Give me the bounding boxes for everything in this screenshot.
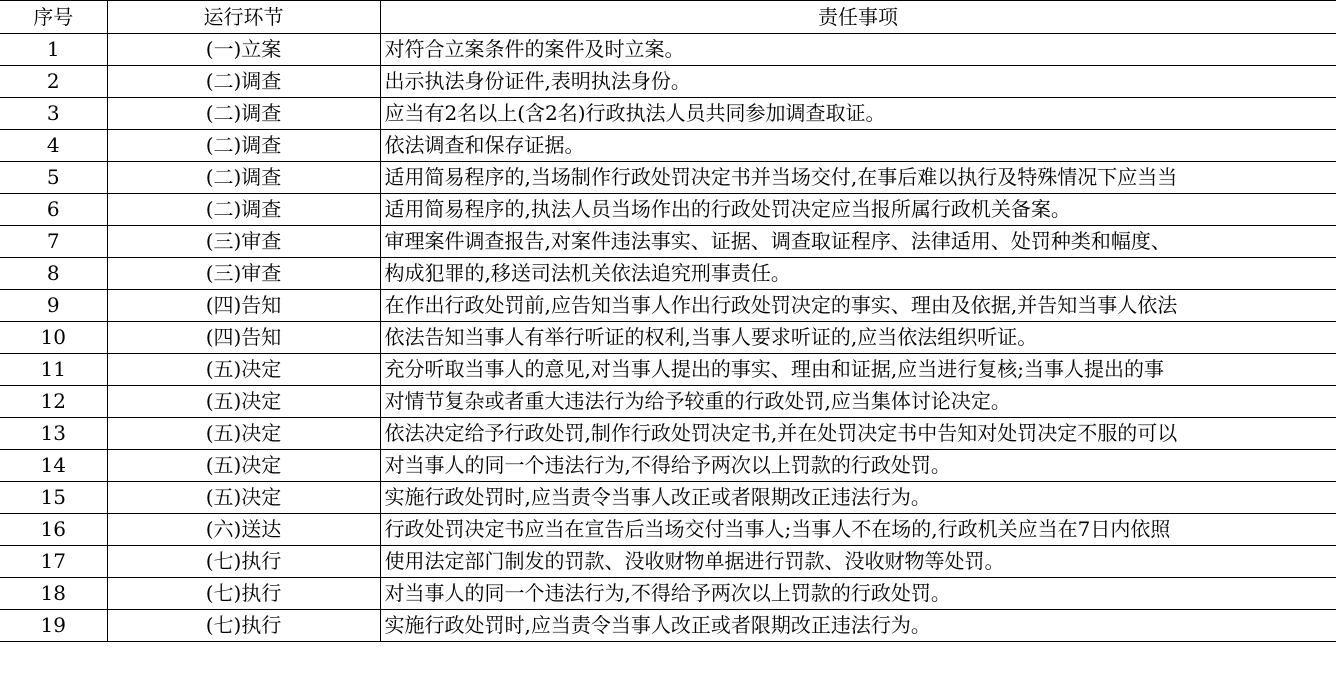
table-row	[0, 546, 1336, 578]
seq-cell[interactable]: 8	[0, 258, 107, 290]
stage-cell[interactable]: (五)决定	[107, 386, 380, 418]
seq-cell[interactable]: 6	[0, 194, 107, 226]
duty-cell[interactable]: 对当事人的同一个违法行为,不得给予两次以上罚款的行政处罚。	[380, 578, 1336, 610]
duty-cell[interactable]: 实施行政处罚时,应当责令当事人改正或者限期改正违法行为。	[380, 610, 1336, 642]
duty-cell[interactable]: 对符合立案条件的案件及时立案。	[380, 34, 1336, 66]
seq-cell[interactable]: 14	[0, 450, 107, 482]
duty-cell[interactable]: 依法调查和保存证据。	[380, 130, 1336, 162]
table-row	[0, 66, 1336, 98]
stage-cell[interactable]: (三)审查	[107, 226, 380, 258]
seq-cell[interactable]: 4	[0, 130, 107, 162]
duty-cell[interactable]: 实施行政处罚时,应当责令当事人改正或者限期改正违法行为。	[380, 482, 1336, 514]
stage-cell[interactable]: (七)执行	[107, 610, 380, 642]
seq-cell[interactable]: 5	[0, 162, 107, 194]
seq-cell[interactable]: 17	[0, 546, 107, 578]
table-row	[0, 290, 1336, 322]
table-row	[0, 386, 1336, 418]
table-row	[0, 514, 1336, 546]
table-row	[0, 162, 1336, 194]
stage-cell[interactable]: (二)调查	[107, 98, 380, 130]
seq-cell[interactable]: 12	[0, 386, 107, 418]
seq-cell[interactable]: 11	[0, 354, 107, 386]
seq-cell[interactable]: 2	[0, 66, 107, 98]
table-row	[0, 418, 1336, 450]
duty-cell[interactable]: 审理案件调查报告,对案件违法事实、证据、调查取证程序、法律适用、处罚种类和幅度、	[380, 226, 1336, 258]
table-row	[0, 258, 1336, 290]
stage-cell[interactable]: (七)执行	[107, 578, 380, 610]
table-row	[0, 98, 1336, 130]
seq-cell[interactable]: 7	[0, 226, 107, 258]
table-row	[0, 578, 1336, 610]
table-row	[0, 482, 1336, 514]
duty-cell[interactable]: 使用法定部门制发的罚款、没收财物单据进行罚款、没收财物等处罚。	[380, 546, 1336, 578]
seq-cell[interactable]: 15	[0, 482, 107, 514]
seq-cell[interactable]: 19	[0, 610, 107, 642]
duty-cell[interactable]: 充分听取当事人的意见,对当事人提出的事实、理由和证据,应当进行复核;当事人提出的事	[380, 354, 1336, 386]
header-stage-cell[interactable]: 运行环节	[107, 1, 380, 34]
duty-cell[interactable]: 应当有2名以上(含2名)行政执法人员共同参加调查取证。	[380, 98, 1336, 130]
stage-cell[interactable]: (五)决定	[107, 354, 380, 386]
stage-cell[interactable]: (四)告知	[107, 290, 380, 322]
table-row	[0, 450, 1336, 482]
seq-cell[interactable]: 9	[0, 290, 107, 322]
seq-cell[interactable]: 10	[0, 322, 107, 354]
stage-cell[interactable]: (二)调查	[107, 162, 380, 194]
duty-cell[interactable]: 在作出行政处罚前,应告知当事人作出行政处罚决定的事实、理由及依据,并告知当事人依法	[380, 290, 1336, 322]
stage-cell[interactable]: (五)决定	[107, 482, 380, 514]
duty-cell[interactable]: 依法告知当事人有举行听证的权利,当事人要求听证的,应当依法组织听证。	[380, 322, 1336, 354]
duty-cell[interactable]: 对情节复杂或者重大违法行为给予较重的行政处罚,应当集体讨论决定。	[380, 386, 1336, 418]
stage-cell[interactable]: (三)审查	[107, 258, 380, 290]
seq-cell[interactable]: 3	[0, 98, 107, 130]
table-row	[0, 226, 1336, 258]
table-row	[0, 610, 1336, 642]
table-row	[0, 194, 1336, 226]
seq-cell[interactable]: 18	[0, 578, 107, 610]
duty-cell[interactable]: 适用简易程序的,当场制作行政处罚决定书并当场交付,在事后难以执行及特殊情况下应当当	[380, 162, 1336, 194]
table-row	[0, 34, 1336, 66]
duty-cell[interactable]: 依法决定给予行政处罚,制作行政处罚决定书,并在处罚决定书中告知对处罚决定不服的可以	[380, 418, 1336, 450]
header-row	[0, 1, 1336, 34]
duty-cell[interactable]: 行政处罚决定书应当在宣告后当场交付当事人;当事人不在场的,行政机关应当在7日内依照	[380, 514, 1336, 546]
duty-cell[interactable]: 出示执法身份证件,表明执法身份。	[380, 66, 1336, 98]
duty-cell[interactable]: 适用简易程序的,执法人员当场作出的行政处罚决定应当报所属行政机关备案。	[380, 194, 1336, 226]
stage-cell[interactable]: (七)执行	[107, 546, 380, 578]
stage-cell[interactable]: (二)调查	[107, 130, 380, 162]
seq-cell[interactable]: 1	[0, 34, 107, 66]
table-row	[0, 130, 1336, 162]
stage-cell[interactable]: (五)决定	[107, 450, 380, 482]
table-row	[0, 322, 1336, 354]
stage-cell[interactable]: (五)决定	[107, 418, 380, 450]
seq-cell[interactable]: 13	[0, 418, 107, 450]
stage-cell[interactable]: (二)调查	[107, 66, 380, 98]
stage-cell[interactable]: (一)立案	[107, 34, 380, 66]
duty-cell[interactable]: 对当事人的同一个违法行为,不得给予两次以上罚款的行政处罚。	[380, 450, 1336, 482]
duty-cell[interactable]: 构成犯罪的,移送司法机关依法追究刑事责任。	[380, 258, 1336, 290]
stage-cell[interactable]: (四)告知	[107, 322, 380, 354]
seq-cell[interactable]: 16	[0, 514, 107, 546]
table-row	[0, 354, 1336, 386]
stage-cell[interactable]: (二)调查	[107, 194, 380, 226]
stage-cell[interactable]: (六)送达	[107, 514, 380, 546]
header-duty-cell[interactable]: 责任事项	[380, 1, 1336, 34]
header-seq-cell[interactable]: 序号	[0, 1, 107, 34]
